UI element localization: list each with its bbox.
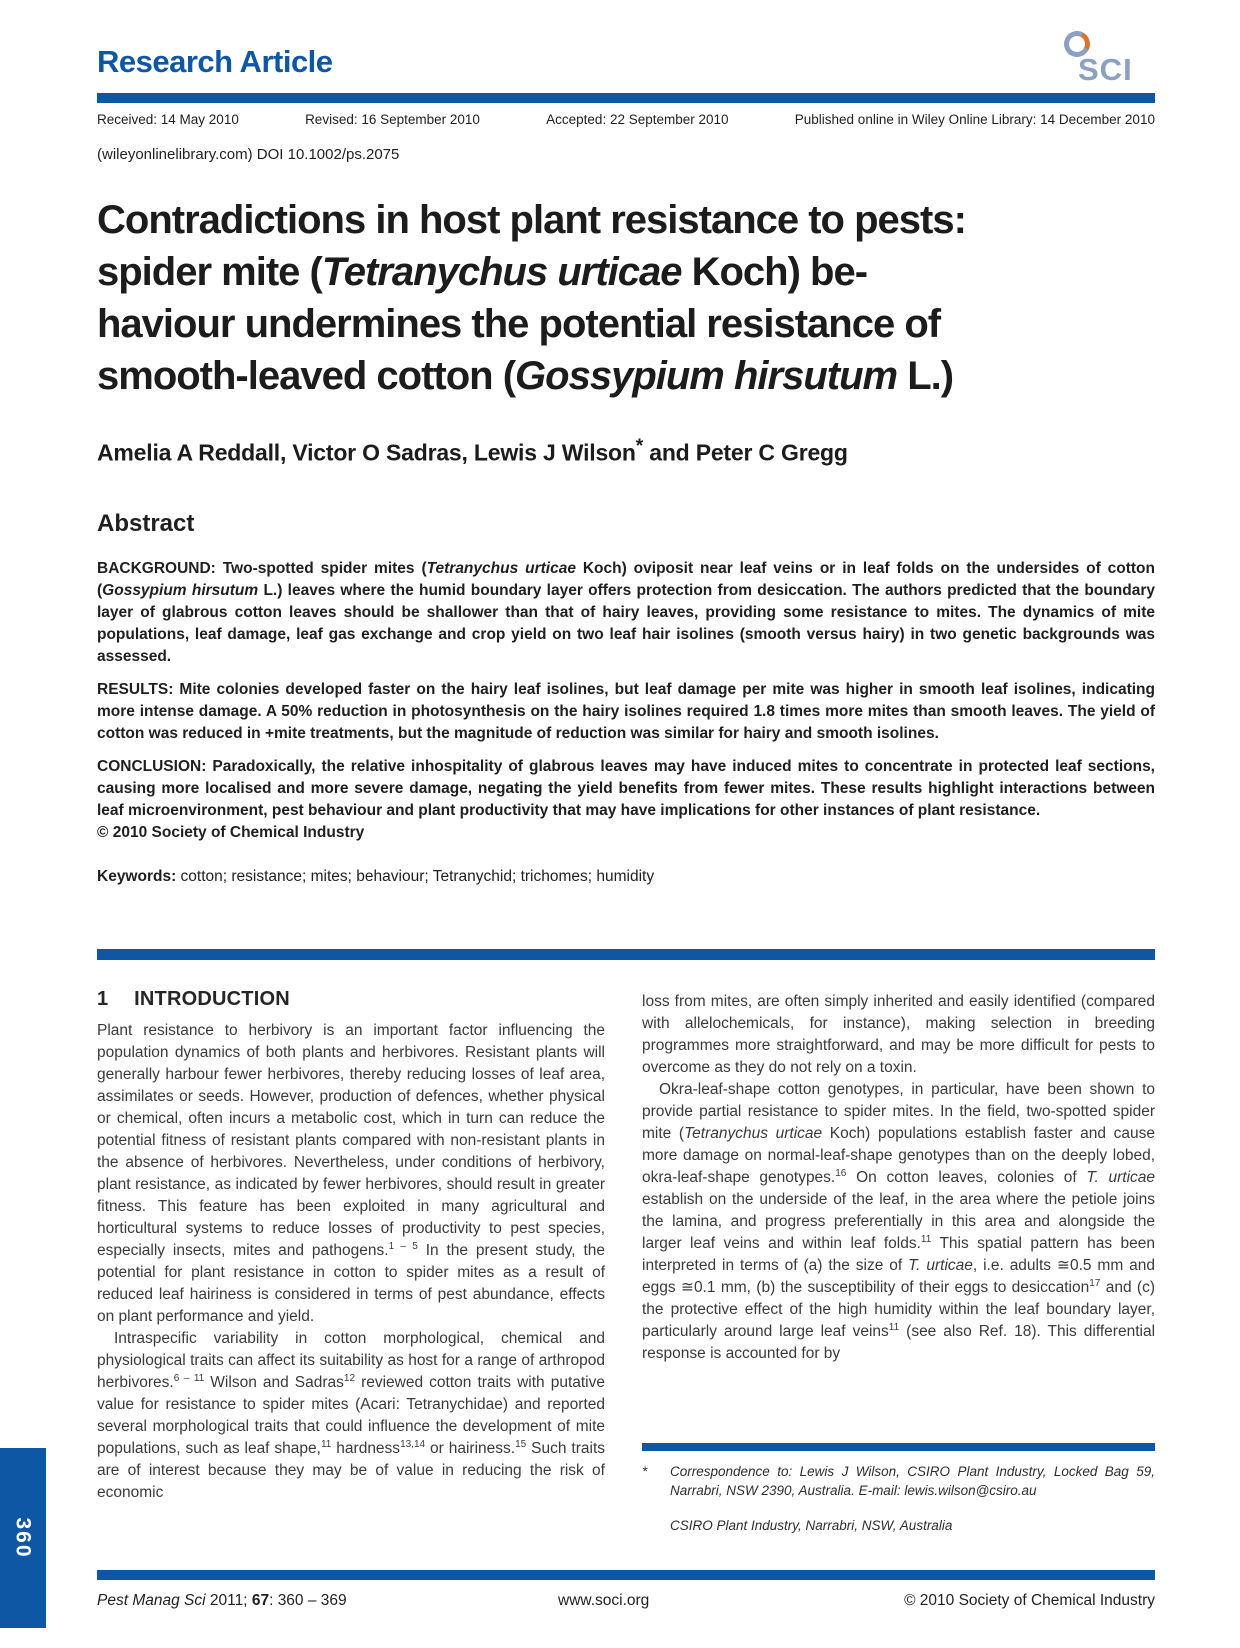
keywords-text: cotton; resistance; mites; behaviour; Tetranychid; trichomes; humidity <box>176 868 655 885</box>
title-line-4: smooth-leaved cotton (Gossypium hirsutum L.) <box>97 354 954 398</box>
intro-paragraph-2: Intraspecific variability in cotton morphological, chemical and physiological traits can affect its suitability as host for a range of arthropod herbivores.$^{6 - 11}$ Wilson and Sadras$^{12}$ reviewed cotton traits with putative value for resistance to spider mites (Acari: Tetranychidae) and reported several morphological traits that could influence the development of mite populations, such as leaf shape,$^{11}$ hardness$^{13,14}$ or hairiness.$^{15}$ Such traits are of interest because they may be of value in reducing the risk of economic <box>97 1330 606 1501</box>
section-divider-rule <box>97 949 1155 960</box>
footer-website: www.soci.org <box>558 1592 650 1609</box>
footer-rule <box>97 1570 1155 1580</box>
footer-copyright: © 2010 Society of Chemical Industry <box>904 1592 1155 1609</box>
footer-citation: Pest Manag Sci 2011; 67: 360 – 369 <box>97 1592 347 1609</box>
left-column <box>97 988 605 1504</box>
section-title: INTRODUCTION <box>134 988 290 1010</box>
intro-paragraph-3: Okra-leaf-shape cotton genotypes, in particular, have been shown to provide partial resistance to spider mites. In the field, two-spotted spider mite (Tetranychus urticae Koch) populations establish faster and cause more damage on normal-leaf-shape genotypes than on the deeply lobed, okra-leaf-shape genotypes.$^{16}$ On cotton leaves, colonies of T. urticae establish on the underside of the leaf, in the area where the petiole joins the lamina, and progress preferentially in this area and alongside the larger leaf veins and within leaf folds.$^{11}$ This spatial pattern has been interpreted in terms of (a) the size of T. urticae, i.e. adults ≅0.5 mm and eggs ≅0.1 mm, (b) the susceptibility of their eggs to desiccation$^{17}$ and (c) the protective effect of the high humidity within the leaf boundary layer, particularly around large leaf veins$^{11}$ (see also Ref. 18). This differential response is accounted for by <box>642 1081 1156 1362</box>
history-dates-row <box>97 112 1155 127</box>
introduction-heading <box>97 988 605 1011</box>
keywords-line <box>97 868 1155 886</box>
header-rule <box>97 93 1155 103</box>
sci-logo-text: SCI <box>1078 52 1133 87</box>
abstract-copyright: © 2010 Society of Chemical Industry <box>97 824 365 841</box>
author-list: Amelia A Reddall, Victor O Sadras, Lewis J Wilson* and Peter C Gregg <box>97 436 848 466</box>
doi-line: (wileyonlinelibrary.com) DOI 10.1002/ps.2075 <box>97 146 400 163</box>
title-line-3: haviour undermines the potential resistance of <box>97 302 941 346</box>
section-number: 1 <box>97 988 109 1010</box>
abstract-heading: Abstract <box>97 510 195 537</box>
affiliation-text: CSIRO Plant Industry, Narrabri, NSW, Australia <box>670 1518 953 1533</box>
sci-logo <box>1062 28 1157 88</box>
body-columns <box>97 988 1155 1504</box>
published-online-date: Published online in Wiley Online Library: 14 December 2010 <box>794 112 1155 127</box>
intro-paragraph-2-continued: loss from mites, are often simply inherited and easily identified (compared with allelochemicals, for instance), making selection in breeding programmes more straightforward, and may be more difficult for pests to overcome as they do not rely on a toxin. <box>642 993 1155 1076</box>
keywords-label: Keywords: <box>97 868 177 885</box>
abstract-conclusion: CONCLUSION: Paradoxically, the relative inhospitality of glabrous leaves may have induced mites to concentrate in protected leaf sections, causing more localised and more severe damage, negating the yield benefits from fewer mites. These results highlight interactions between leaf microenvironment, pest behaviour and plant productivity that may have implications for other instances of plant resistance. <box>97 758 1155 819</box>
footnote-block <box>642 1462 1155 1535</box>
title-line-1: Contradictions in host plant resistance to pests: <box>97 198 966 242</box>
abstract-section <box>97 510 1155 844</box>
article-type-label: Research Article <box>97 44 333 79</box>
accepted-date: Accepted: 22 September 2010 <box>546 112 729 127</box>
page-number-tab <box>0 1448 46 1628</box>
abstract-results: RESULTS: Mite colonies developed faster on the hairy leaf isolines, but leaf damage per mite was higher in smooth leaf isolines, indicating more intense damage. A 50% reduction in photosynthesis on the hairy isolines required 1.8 times more mites than smooth leaves. The yield of cotton was reduced in +mite treatments, but the magnitude of reduction was similar for hairy and smooth isolines. <box>97 681 1155 742</box>
abstract-background: BACKGROUND: Two-spotted spider mites (Tetranychus urticae Koch) oviposit near leaf veins or in leaf folds on the undersides of cotton (Gossypium hirsutum L.) leaves where the humid boundary layer offers protection from desiccation. The authors predicted that the boundary layer of glabrous cotton leaves should be shallower than that of hairy leaves, providing some resistance to mites. The dynamics of mite populations, leaf damage, leaf gas exchange and crop yield on two leaf hair isolines (smooth versus hairy) in two genetic backgrounds was assessed. <box>97 560 1155 665</box>
correspondence-text: Correspondence to: Lewis J Wilson, CSIRO Plant Industry, Locked Bag 59, Narrabri, NSW 2390, Australia. E-mail: lewis.wilson@csiro.au <box>670 1464 1155 1498</box>
revised-date: Revised: 16 September 2010 <box>305 112 480 127</box>
article-title <box>97 194 1172 402</box>
page-number: 360 <box>11 1517 35 1559</box>
footnote-rule <box>642 1443 1155 1451</box>
received-date: Received: 14 May 2010 <box>97 112 239 127</box>
correspondence-note <box>642 1462 1155 1500</box>
footnote-asterisk: * <box>642 1464 648 1479</box>
intro-paragraph-1: Plant resistance to herbivory is an important factor influencing the population dynamics of both plants and herbivores. Resistant plants will generally harbour fewer herbivores, thereby reducing losses of leaf area, assimilates or seeds. However, production of defences, whether physical or chemical, often incurs a metabolic cost, which in turn can reduce the potential fitness of resistant plants compared with non-resistant plants in the absence of herbivores. Nevertheless, under conditions of herbivory, plant resistance, as indicated by fewer herbivores, should result in greater fitness. This feature has been exploited in many agricultural and horticultural systems to reduce losses of productivity to pest species, especially insects, mites and pathogens.$^{1 - 5}$ In the present study, the potential for plant resistance in cotton to spider mites as a result of reduced leaf hairiness is considered in terms of pest abundance, effects on plant performance and yield. <box>97 1022 605 1325</box>
title-line-2: spider mite (Tetranychus urticae Koch) be- <box>97 250 868 294</box>
right-column <box>642 988 1155 1504</box>
